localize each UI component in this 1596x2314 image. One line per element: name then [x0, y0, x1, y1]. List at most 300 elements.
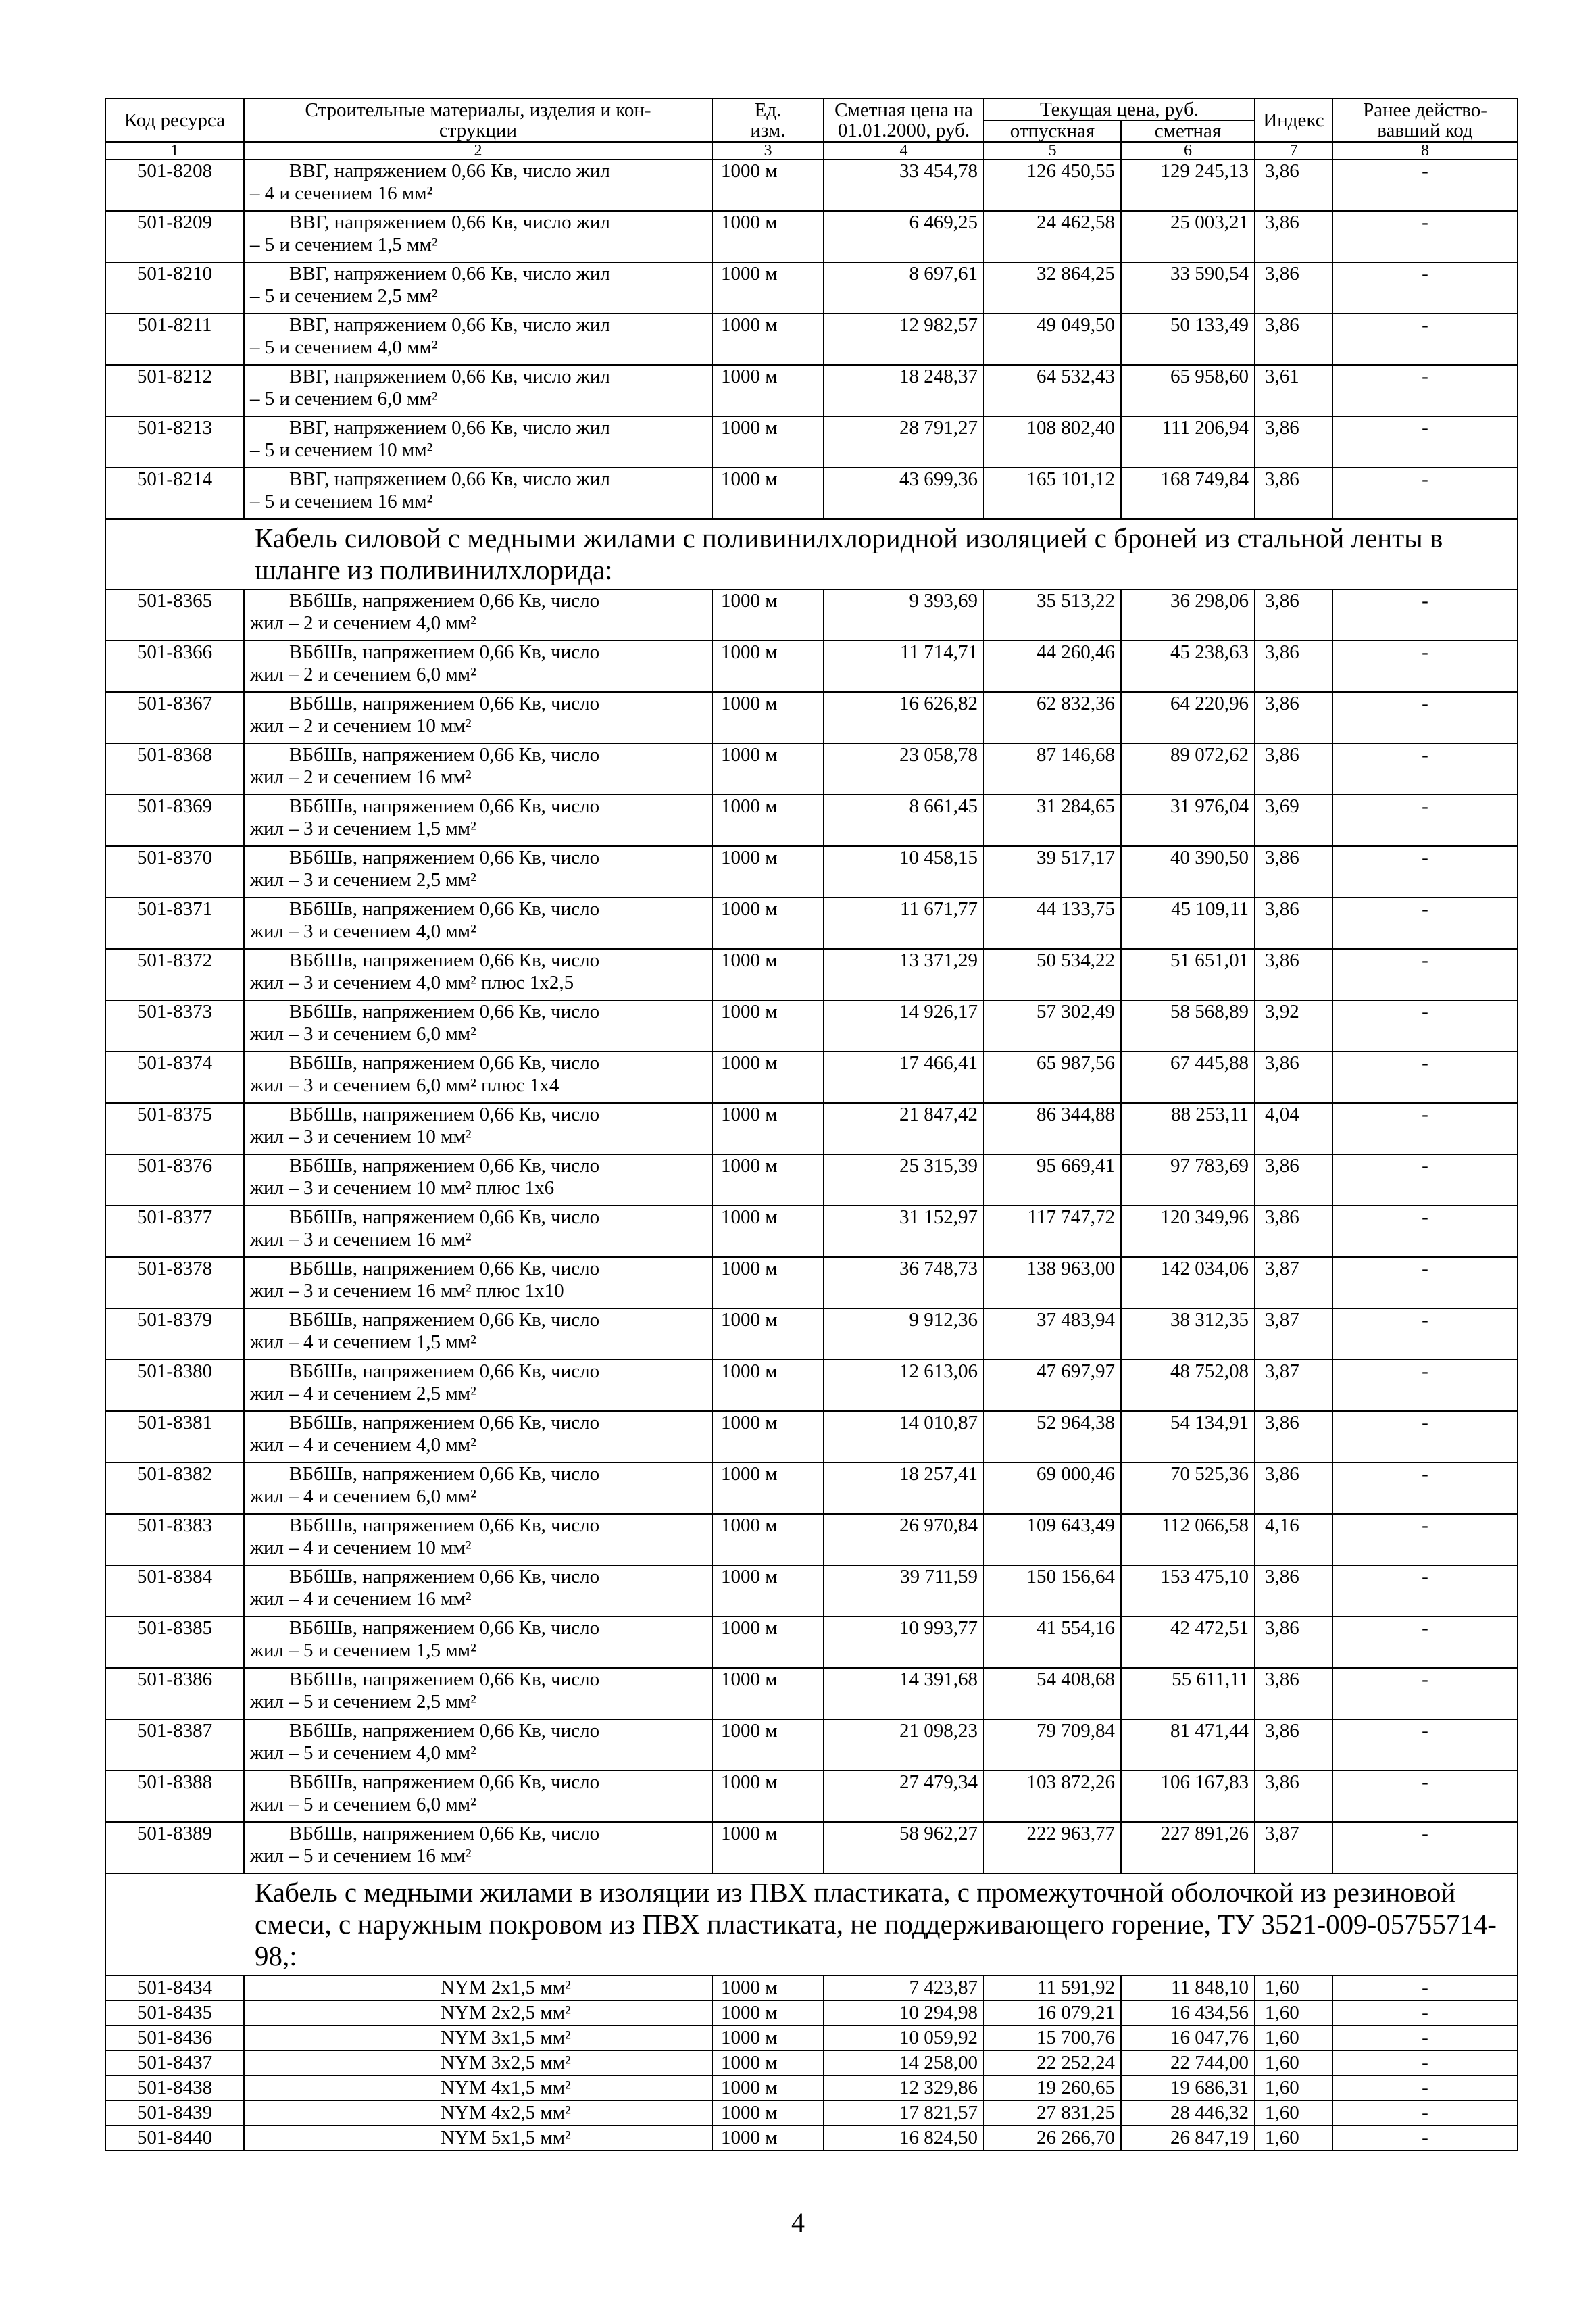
previous-code: - — [1332, 1103, 1518, 1154]
price-index: 3,86 — [1255, 1052, 1332, 1103]
price-index: 3,86 — [1255, 159, 1332, 211]
release-price: 41 554,16 — [984, 1617, 1121, 1668]
table-row — [105, 743, 1518, 795]
header-current: Текущая цена, руб. — [984, 99, 1255, 120]
material-description — [244, 692, 712, 743]
table-row — [105, 262, 1518, 314]
material-description — [244, 1668, 712, 1719]
table-row — [105, 2100, 1518, 2125]
table-row — [105, 795, 1518, 846]
release-price: 54 408,68 — [984, 1668, 1121, 1719]
previous-code: - — [1332, 1000, 1518, 1052]
description-line-1: ВБбШв, напряжением 0,66 Кв, число — [289, 1515, 600, 1536]
material-description — [244, 1565, 712, 1617]
table-row — [105, 1411, 1518, 1462]
description-line-1: ВБбШв, напряжением 0,66 Кв, число — [289, 1104, 600, 1125]
price-index: 3,86 — [1255, 1462, 1332, 1514]
resource-code: 501-8374 — [105, 1052, 244, 1103]
estimate-price-current: 28 446,32 — [1121, 2100, 1255, 2125]
description-line-1: ВБбШв, напряжением 0,66 Кв, число — [289, 1155, 600, 1177]
description-line-1: ВВГ, напряжением 0,66 Кв, число жил — [289, 468, 610, 490]
col-number: 1 — [105, 142, 244, 159]
table-row — [105, 692, 1518, 743]
estimate-price-2000: 12 613,06 — [824, 1360, 984, 1411]
estimate-price-current: 16 434,56 — [1121, 2000, 1255, 2025]
resource-code: 501-8375 — [105, 1103, 244, 1154]
unit-of-measure: 1000 м — [712, 314, 824, 365]
estimate-price-2000: 8 661,45 — [824, 795, 984, 846]
resource-code: 501-8389 — [105, 1822, 244, 1873]
price-sheet — [105, 98, 1517, 2151]
estimate-price-current: 45 238,63 — [1121, 641, 1255, 692]
previous-code: - — [1332, 365, 1518, 416]
price-index: 3,86 — [1255, 1206, 1332, 1257]
material-description — [244, 1771, 712, 1822]
price-index: 3,86 — [1255, 846, 1332, 897]
previous-code: - — [1332, 2125, 1518, 2150]
price-index: 4,16 — [1255, 1514, 1332, 1565]
table-row — [105, 897, 1518, 949]
price-index: 3,87 — [1255, 1360, 1332, 1411]
estimate-price-2000: 58 962,27 — [824, 1822, 984, 1873]
price-index: 1,60 — [1255, 1975, 1332, 2000]
unit-of-measure: 1000 м — [712, 1308, 824, 1360]
estimate-price-2000: 12 329,86 — [824, 2075, 984, 2100]
description-line-2: – 5 и сечением 4,0 мм² — [250, 337, 438, 358]
description-line-2: – 4 и сечением 16 мм² — [250, 182, 433, 204]
release-price: 24 462,58 — [984, 211, 1121, 262]
previous-code: - — [1332, 692, 1518, 743]
previous-code: - — [1332, 1360, 1518, 1411]
estimate-price-2000: 10 294,98 — [824, 2000, 984, 2025]
resource-code: 501-8381 — [105, 1411, 244, 1462]
previous-code: - — [1332, 1308, 1518, 1360]
previous-code: - — [1332, 1257, 1518, 1308]
release-price: 138 963,00 — [984, 1257, 1121, 1308]
table-row — [105, 1822, 1518, 1873]
previous-code: - — [1332, 1052, 1518, 1103]
release-price: 87 146,68 — [984, 743, 1121, 795]
description-line-2: – 5 и сечением 10 мм² — [250, 439, 433, 461]
description-line-2: – 5 и сечением 1,5 мм² — [250, 234, 438, 255]
section-heading-line: шланге из поливинилхлорида: — [255, 554, 613, 585]
unit-of-measure: 1000 м — [712, 1052, 824, 1103]
material-description — [244, 1308, 712, 1360]
section-heading — [105, 1873, 1518, 1975]
resource-code: 501-8384 — [105, 1565, 244, 1617]
resource-code: 501-8214 — [105, 468, 244, 519]
previous-code: - — [1332, 743, 1518, 795]
estimate-price-current: 22 744,00 — [1121, 2050, 1255, 2075]
table-row — [105, 468, 1518, 519]
description-line-2: жил – 3 и сечением 10 мм² — [250, 1126, 472, 1148]
estimate-price-2000: 6 469,25 — [824, 211, 984, 262]
material-description: NYM 2х1,5 мм² — [244, 1975, 712, 2000]
release-price: 150 156,64 — [984, 1565, 1121, 1617]
estimate-price-current: 120 349,96 — [1121, 1206, 1255, 1257]
unit-of-measure: 1000 м — [712, 2100, 824, 2125]
release-price: 117 747,72 — [984, 1206, 1121, 1257]
release-price: 35 513,22 — [984, 589, 1121, 641]
description-line-1: ВБбШв, напряжением 0,66 Кв, число — [289, 795, 600, 817]
resource-code: 501-8366 — [105, 641, 244, 692]
previous-code: - — [1332, 589, 1518, 641]
release-price: 109 643,49 — [984, 1514, 1121, 1565]
unit-of-measure: 1000 м — [712, 2000, 824, 2025]
estimate-price-2000: 27 479,34 — [824, 1771, 984, 1822]
description-line-1: ВБбШв, напряжением 0,66 Кв, число — [289, 1412, 600, 1433]
resource-code: 501-8369 — [105, 795, 244, 846]
material-description — [244, 1360, 712, 1411]
estimate-price-2000: 26 970,84 — [824, 1514, 984, 1565]
col-number: 3 — [712, 142, 824, 159]
col-number: 6 — [1121, 142, 1255, 159]
resource-code: 501-8213 — [105, 416, 244, 468]
material-description: NYM 2х2,5 мм² — [244, 2000, 712, 2025]
description-line-2: жил – 5 и сечением 2,5 мм² — [250, 1691, 476, 1713]
description-line-2: жил – 4 и сечением 10 мм² — [250, 1537, 472, 1558]
unit-of-measure: 1000 м — [712, 211, 824, 262]
description-line-2: жил – 3 и сечением 4,0 мм² плюс 1х2,5 — [250, 972, 574, 993]
price-index: 1,60 — [1255, 2050, 1332, 2075]
release-price: 19 260,65 — [984, 2075, 1121, 2100]
resource-code: 501-8439 — [105, 2100, 244, 2125]
estimate-price-current: 142 034,06 — [1121, 1257, 1255, 1308]
description-line-2: жил – 3 и сечением 16 мм² — [250, 1229, 472, 1250]
description-line-1: ВБбШв, напряжением 0,66 Кв, число — [289, 1258, 600, 1279]
header-release: отпускная — [984, 120, 1121, 142]
release-price: 126 450,55 — [984, 159, 1121, 211]
estimate-price-2000: 10 059,92 — [824, 2025, 984, 2050]
estimate-price-2000: 23 058,78 — [824, 743, 984, 795]
price-index: 3,86 — [1255, 897, 1332, 949]
description-line-1: ВВГ, напряжением 0,66 Кв, число жил — [289, 366, 610, 387]
material-description — [244, 897, 712, 949]
description-line-1: ВБбШв, напряжением 0,66 Кв, число — [289, 1617, 600, 1639]
previous-code: - — [1332, 2075, 1518, 2100]
resource-code: 501-8387 — [105, 1719, 244, 1771]
resource-code: 501-8379 — [105, 1308, 244, 1360]
description-line-2: жил – 2 и сечением 6,0 мм² — [250, 664, 476, 685]
description-line-2: жил – 5 и сечением 1,5 мм² — [250, 1640, 476, 1661]
material-description — [244, 211, 712, 262]
release-price: 103 872,26 — [984, 1771, 1121, 1822]
resource-code: 501-8382 — [105, 1462, 244, 1514]
header-smetnaya: сметная — [1121, 120, 1255, 142]
resource-code: 501-8368 — [105, 743, 244, 795]
estimate-price-current: 88 253,11 — [1121, 1103, 1255, 1154]
unit-of-measure: 1000 м — [712, 692, 824, 743]
unit-of-measure: 1000 м — [712, 159, 824, 211]
estimate-price-current: 31 976,04 — [1121, 795, 1255, 846]
estimate-price-2000: 10 458,15 — [824, 846, 984, 897]
previous-code: - — [1332, 897, 1518, 949]
unit-of-measure: 1000 м — [712, 743, 824, 795]
description-line-1: ВВГ, напряжением 0,66 Кв, число жил — [289, 263, 610, 285]
previous-code: - — [1332, 468, 1518, 519]
release-price: 31 284,65 — [984, 795, 1121, 846]
table-row — [105, 1154, 1518, 1206]
price-index: 3,86 — [1255, 262, 1332, 314]
previous-code: - — [1332, 314, 1518, 365]
previous-code: - — [1332, 159, 1518, 211]
material-description — [244, 743, 712, 795]
previous-code: - — [1332, 1617, 1518, 1668]
description-line-1: ВБбШв, напряжением 0,66 Кв, число — [289, 1309, 600, 1331]
price-index: 3,86 — [1255, 1565, 1332, 1617]
estimate-price-current: 106 167,83 — [1121, 1771, 1255, 1822]
estimate-price-current: 112 066,58 — [1121, 1514, 1255, 1565]
previous-code: - — [1332, 1462, 1518, 1514]
price-index: 1,60 — [1255, 2075, 1332, 2100]
description-line-2: жил – 5 и сечением 16 мм² — [250, 1845, 472, 1867]
price-index: 1,60 — [1255, 2000, 1332, 2025]
estimate-price-current: 36 298,06 — [1121, 589, 1255, 641]
estimate-price-current: 67 445,88 — [1121, 1052, 1255, 1103]
material-description — [244, 1462, 712, 1514]
price-index: 3,86 — [1255, 1617, 1332, 1668]
price-index: 3,86 — [1255, 641, 1332, 692]
material-description — [244, 1257, 712, 1308]
unit-of-measure: 1000 м — [712, 1000, 824, 1052]
previous-code: - — [1332, 2000, 1518, 2025]
section-heading-row — [105, 519, 1518, 589]
estimate-price-2000: 9 912,36 — [824, 1308, 984, 1360]
resource-code: 501-8211 — [105, 314, 244, 365]
description-line-1: ВБбШв, напряжением 0,66 Кв, число — [289, 1669, 600, 1690]
table-row — [105, 159, 1518, 211]
price-index: 4,04 — [1255, 1103, 1332, 1154]
estimate-price-2000: 33 454,78 — [824, 159, 984, 211]
description-line-2: жил – 4 и сечением 16 мм² — [250, 1588, 472, 1610]
material-description — [244, 468, 712, 519]
material-description — [244, 159, 712, 211]
estimate-price-2000: 12 982,57 — [824, 314, 984, 365]
description-line-2: жил – 3 и сечением 4,0 мм² — [250, 920, 476, 942]
resource-code: 501-8210 — [105, 262, 244, 314]
material-description — [244, 589, 712, 641]
description-line-2: жил – 4 и сечением 2,5 мм² — [250, 1383, 476, 1404]
resource-code: 501-8435 — [105, 2000, 244, 2025]
price-table — [105, 98, 1518, 2151]
col-number: 8 — [1332, 142, 1518, 159]
unit-of-measure: 1000 м — [712, 1822, 824, 1873]
resource-code: 501-8376 — [105, 1154, 244, 1206]
col-number: 7 — [1255, 142, 1332, 159]
previous-code: - — [1332, 2100, 1518, 2125]
description-line-2: – 5 и сечением 16 мм² — [250, 491, 433, 512]
resource-code: 501-8388 — [105, 1771, 244, 1822]
column-number-row — [105, 142, 1518, 159]
resource-code: 501-8370 — [105, 846, 244, 897]
price-index: 3,86 — [1255, 692, 1332, 743]
unit-of-measure: 1000 м — [712, 1719, 824, 1771]
estimate-price-2000: 11 671,77 — [824, 897, 984, 949]
material-description: NYM 4х1,5 мм² — [244, 2075, 712, 2100]
previous-code: - — [1332, 1565, 1518, 1617]
previous-code: - — [1332, 2050, 1518, 2075]
table-row — [105, 1257, 1518, 1308]
description-line-2: жил – 3 и сечением 16 мм² плюс 1х10 — [250, 1280, 564, 1302]
unit-of-measure: 1000 м — [712, 1462, 824, 1514]
description-line-1: ВБбШв, напряжением 0,66 Кв, число — [289, 1052, 600, 1074]
resource-code: 501-8377 — [105, 1206, 244, 1257]
estimate-price-current: 70 525,36 — [1121, 1462, 1255, 1514]
resource-code: 501-8209 — [105, 211, 244, 262]
table-body — [105, 159, 1518, 2150]
table-row — [105, 1617, 1518, 1668]
release-price: 50 534,22 — [984, 949, 1121, 1000]
unit-of-measure: 1000 м — [712, 1206, 824, 1257]
estimate-price-current: 50 133,49 — [1121, 314, 1255, 365]
unit-of-measure: 1000 м — [712, 795, 824, 846]
estimate-price-current: 26 847,19 — [1121, 2125, 1255, 2150]
unit-of-measure: 1000 м — [712, 846, 824, 897]
unit-of-measure: 1000 м — [712, 1360, 824, 1411]
estimate-price-2000: 39 711,59 — [824, 1565, 984, 1617]
unit-of-measure: 1000 м — [712, 1771, 824, 1822]
unit-of-measure: 1000 м — [712, 1668, 824, 1719]
previous-code: - — [1332, 1975, 1518, 2000]
previous-code: - — [1332, 641, 1518, 692]
resource-code: 501-8438 — [105, 2075, 244, 2100]
previous-code: - — [1332, 1514, 1518, 1565]
estimate-price-2000: 7 423,87 — [824, 1975, 984, 2000]
estimate-price-current: 16 047,76 — [1121, 2025, 1255, 2050]
unit-of-measure: 1000 м — [712, 2075, 824, 2100]
material-description — [244, 1052, 712, 1103]
release-price: 27 831,25 — [984, 2100, 1121, 2125]
previous-code: - — [1332, 416, 1518, 468]
description-line-1: ВБбШв, напряжением 0,66 Кв, число — [289, 1001, 600, 1023]
col-number: 4 — [824, 142, 984, 159]
material-description — [244, 1103, 712, 1154]
release-price: 44 260,46 — [984, 641, 1121, 692]
description-line-2: жил – 4 и сечением 4,0 мм² — [250, 1434, 476, 1456]
description-line-2: жил – 4 и сечением 1,5 мм² — [250, 1331, 476, 1353]
description-line-2: – 5 и сечением 6,0 мм² — [250, 388, 438, 410]
estimate-price-2000: 9 393,69 — [824, 589, 984, 641]
estimate-price-current: 48 752,08 — [1121, 1360, 1255, 1411]
release-price: 11 591,92 — [984, 1975, 1121, 2000]
description-line-1: ВБбШв, напряжением 0,66 Кв, число — [289, 847, 600, 868]
estimate-price-2000: 8 697,61 — [824, 262, 984, 314]
header-unit: Ед. изм. — [712, 99, 824, 142]
estimate-price-current: 42 472,51 — [1121, 1617, 1255, 1668]
table-row — [105, 1975, 1518, 2000]
estimate-price-current: 45 109,11 — [1121, 897, 1255, 949]
material-description — [244, 1514, 712, 1565]
description-line-2: жил – 2 и сечением 16 мм² — [250, 766, 472, 788]
price-index: 3,92 — [1255, 1000, 1332, 1052]
estimate-price-current: 168 749,84 — [1121, 468, 1255, 519]
description-line-1: ВБбШв, напряжением 0,66 Кв, число — [289, 1360, 600, 1382]
table-row — [105, 365, 1518, 416]
estimate-price-2000: 43 699,36 — [824, 468, 984, 519]
previous-code: - — [1332, 1206, 1518, 1257]
description-line-2: жил – 2 и сечением 4,0 мм² — [250, 612, 476, 634]
release-price: 52 964,38 — [984, 1411, 1121, 1462]
price-index: 1,60 — [1255, 2025, 1332, 2050]
price-index: 3,86 — [1255, 1668, 1332, 1719]
estimate-price-current: 54 134,91 — [1121, 1411, 1255, 1462]
table-row — [105, 1206, 1518, 1257]
description-line-2: жил – 3 и сечением 6,0 мм² плюс 1х4 — [250, 1075, 559, 1096]
price-index: 3,86 — [1255, 1719, 1332, 1771]
previous-code: - — [1332, 1411, 1518, 1462]
resource-code: 501-8372 — [105, 949, 244, 1000]
table-row — [105, 1771, 1518, 1822]
estimate-price-current: 65 958,60 — [1121, 365, 1255, 416]
release-price: 222 963,77 — [984, 1822, 1121, 1873]
estimate-price-2000: 14 391,68 — [824, 1668, 984, 1719]
description-line-1: ВБбШв, напряжением 0,66 Кв, число — [289, 1566, 600, 1587]
price-index: 3,86 — [1255, 1411, 1332, 1462]
estimate-price-current: 64 220,96 — [1121, 692, 1255, 743]
table-row — [105, 589, 1518, 641]
resource-code: 501-8383 — [105, 1514, 244, 1565]
release-price: 57 302,49 — [984, 1000, 1121, 1052]
material-description — [244, 641, 712, 692]
resource-code: 501-8378 — [105, 1257, 244, 1308]
estimate-price-2000: 21 098,23 — [824, 1719, 984, 1771]
resource-code: 501-8212 — [105, 365, 244, 416]
price-index: 1,60 — [1255, 2100, 1332, 2125]
table-row — [105, 1103, 1518, 1154]
previous-code: - — [1332, 1771, 1518, 1822]
estimate-price-current: 81 471,44 — [1121, 1719, 1255, 1771]
unit-of-measure: 1000 м — [712, 1103, 824, 1154]
price-index: 3,87 — [1255, 1822, 1332, 1873]
release-price: 22 252,24 — [984, 2050, 1121, 2075]
release-price: 32 864,25 — [984, 262, 1121, 314]
unit-of-measure: 1000 м — [712, 365, 824, 416]
table-row — [105, 846, 1518, 897]
material-description — [244, 1154, 712, 1206]
section-heading-line: смеси, с наружным покровом из ПВХ пластиката, не поддерживающего горение, ТУ 3521-009-05755714- — [255, 1909, 1497, 1940]
price-index: 1,60 — [1255, 2125, 1332, 2150]
estimate-price-2000: 13 371,29 — [824, 949, 984, 1000]
unit-of-measure: 1000 м — [712, 1514, 824, 1565]
estimate-price-2000: 14 926,17 — [824, 1000, 984, 1052]
resource-code: 501-8385 — [105, 1617, 244, 1668]
table-row — [105, 1308, 1518, 1360]
resource-code: 501-8436 — [105, 2025, 244, 2050]
table-row — [105, 1462, 1518, 1514]
release-price: 44 133,75 — [984, 897, 1121, 949]
material-description — [244, 314, 712, 365]
estimate-price-current: 25 003,21 — [1121, 211, 1255, 262]
estimate-price-2000: 16 626,82 — [824, 692, 984, 743]
description-line-1: ВВГ, напряжением 0,66 Кв, число жил — [289, 212, 610, 233]
estimate-price-2000: 14 258,00 — [824, 2050, 984, 2075]
description-line-1: ВБбШв, напряжением 0,66 Кв, число — [289, 1206, 600, 1228]
estimate-price-2000: 11 714,71 — [824, 641, 984, 692]
estimate-price-2000: 18 257,41 — [824, 1462, 984, 1514]
table-row — [105, 211, 1518, 262]
table-row — [105, 1052, 1518, 1103]
header-index: Индекс — [1255, 99, 1332, 142]
previous-code: - — [1332, 846, 1518, 897]
table-row — [105, 2075, 1518, 2100]
material-description — [244, 1719, 712, 1771]
col-number: 2 — [244, 142, 712, 159]
previous-code: - — [1332, 211, 1518, 262]
price-index: 3,86 — [1255, 314, 1332, 365]
release-price: 39 517,17 — [984, 846, 1121, 897]
release-price: 69 000,46 — [984, 1462, 1121, 1514]
previous-code: - — [1332, 262, 1518, 314]
